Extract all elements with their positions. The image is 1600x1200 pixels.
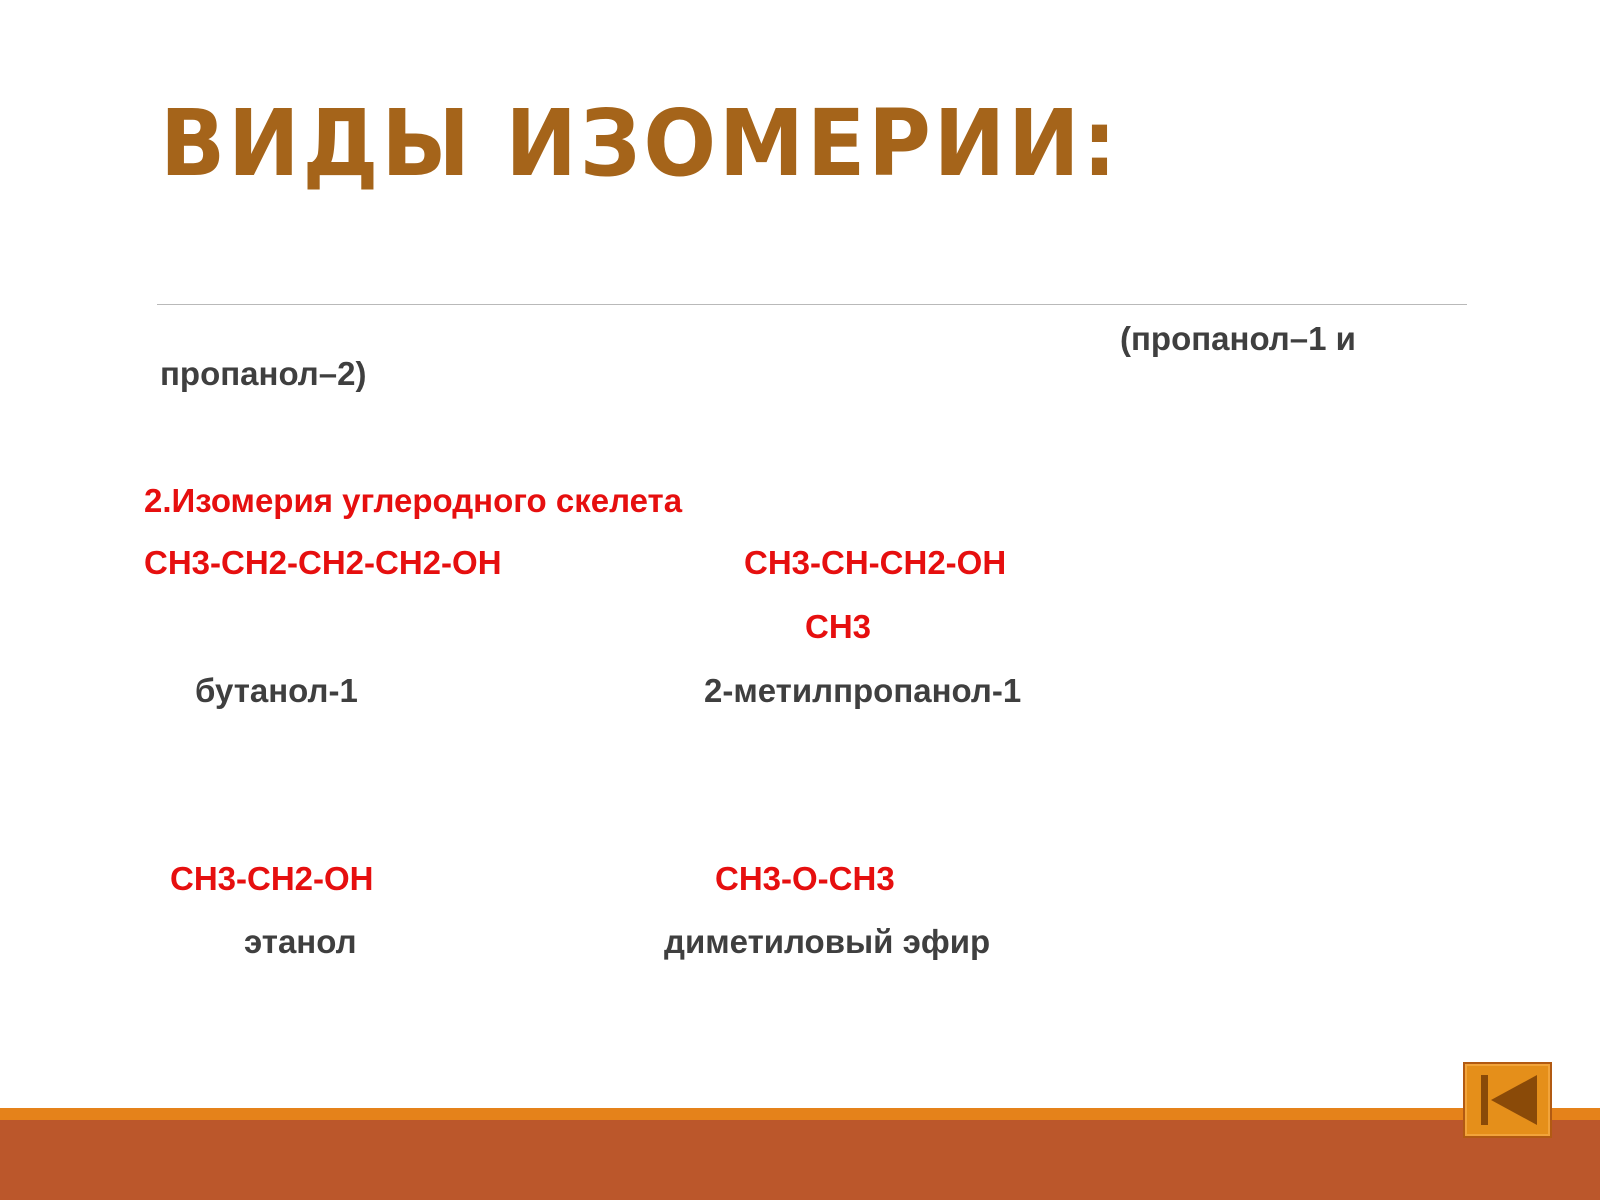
methyl-branch: CH3 xyxy=(805,608,872,645)
methylpropanol-name: 2-метилпропанол-1 xyxy=(704,672,1022,709)
back-to-start-button[interactable] xyxy=(1463,1062,1552,1138)
dimethyl-ether-formula: CH3-O-CH3 xyxy=(715,860,895,897)
propanol-note-start: (пропанол–1 и xyxy=(1120,320,1356,357)
section-heading-skeleton-isomerism: 2.Изомерия углеродного скелета xyxy=(144,482,683,519)
ethanol-name: этанол xyxy=(244,923,357,960)
footer-accent-line xyxy=(0,1108,1600,1120)
butanol-name: бутанол-1 xyxy=(195,672,358,709)
ethanol-formula: CH3-CH2-OH xyxy=(170,860,374,897)
footer-band xyxy=(0,1120,1600,1200)
slide-title: ВИДЫ ИЗОМЕРИИ: xyxy=(160,90,1120,197)
methylpropanol-formula: CH3-CH-CH2-OH xyxy=(744,544,1007,581)
title-divider xyxy=(157,304,1467,305)
dimethyl-ether-name: диметиловый эфир xyxy=(664,923,991,960)
butanol-formula: CH3-CH2-CH2-CH2-OH xyxy=(144,544,502,581)
skip-back-icon xyxy=(1465,1064,1550,1136)
propanol-note-end: пропанол–2) xyxy=(160,355,367,392)
